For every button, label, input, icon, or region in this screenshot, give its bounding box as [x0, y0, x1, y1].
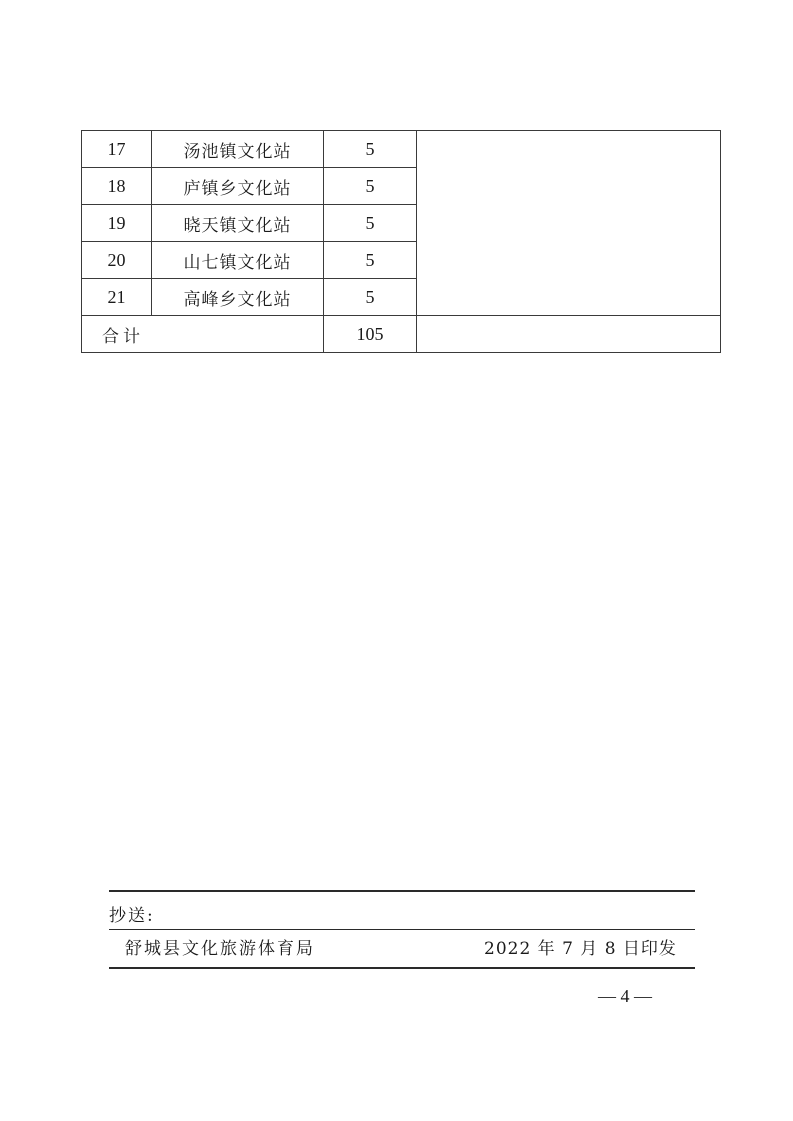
total-label: 合计	[82, 316, 324, 353]
station-name: 庐镇乡文化站	[152, 168, 324, 205]
issuing-agency: 舒城县文化旅游体育局	[125, 939, 315, 959]
remarks-cell	[417, 131, 721, 316]
station-count: 5	[324, 205, 417, 242]
footer-top-rule	[109, 890, 695, 892]
station-count: 5	[324, 131, 417, 168]
footer-middle-rule	[109, 929, 695, 930]
row-number: 21	[82, 279, 152, 316]
footer-bottom-rule	[109, 967, 695, 969]
row-number: 18	[82, 168, 152, 205]
cc-label: 抄送:	[109, 906, 155, 926]
total-count: 105	[324, 316, 417, 353]
page-number: — 4 —	[598, 986, 652, 1006]
row-number: 20	[82, 242, 152, 279]
station-count: 5	[324, 242, 417, 279]
total-remarks-cell	[417, 316, 721, 353]
station-name: 高峰乡文化站	[152, 279, 324, 316]
total-row	[82, 316, 721, 353]
station-name: 山七镇文化站	[152, 242, 324, 279]
row-number: 17	[82, 131, 152, 168]
issue-date: 2022 年 7 月 8 日印发	[484, 939, 677, 959]
cc-row	[109, 893, 695, 929]
station-count: 5	[324, 279, 417, 316]
station-count: 5	[324, 168, 417, 205]
allocation-table	[81, 130, 721, 353]
station-name: 汤池镇文化站	[152, 131, 324, 168]
station-name: 晓天镇文化站	[152, 205, 324, 242]
table-row	[82, 131, 721, 168]
row-number: 19	[82, 205, 152, 242]
